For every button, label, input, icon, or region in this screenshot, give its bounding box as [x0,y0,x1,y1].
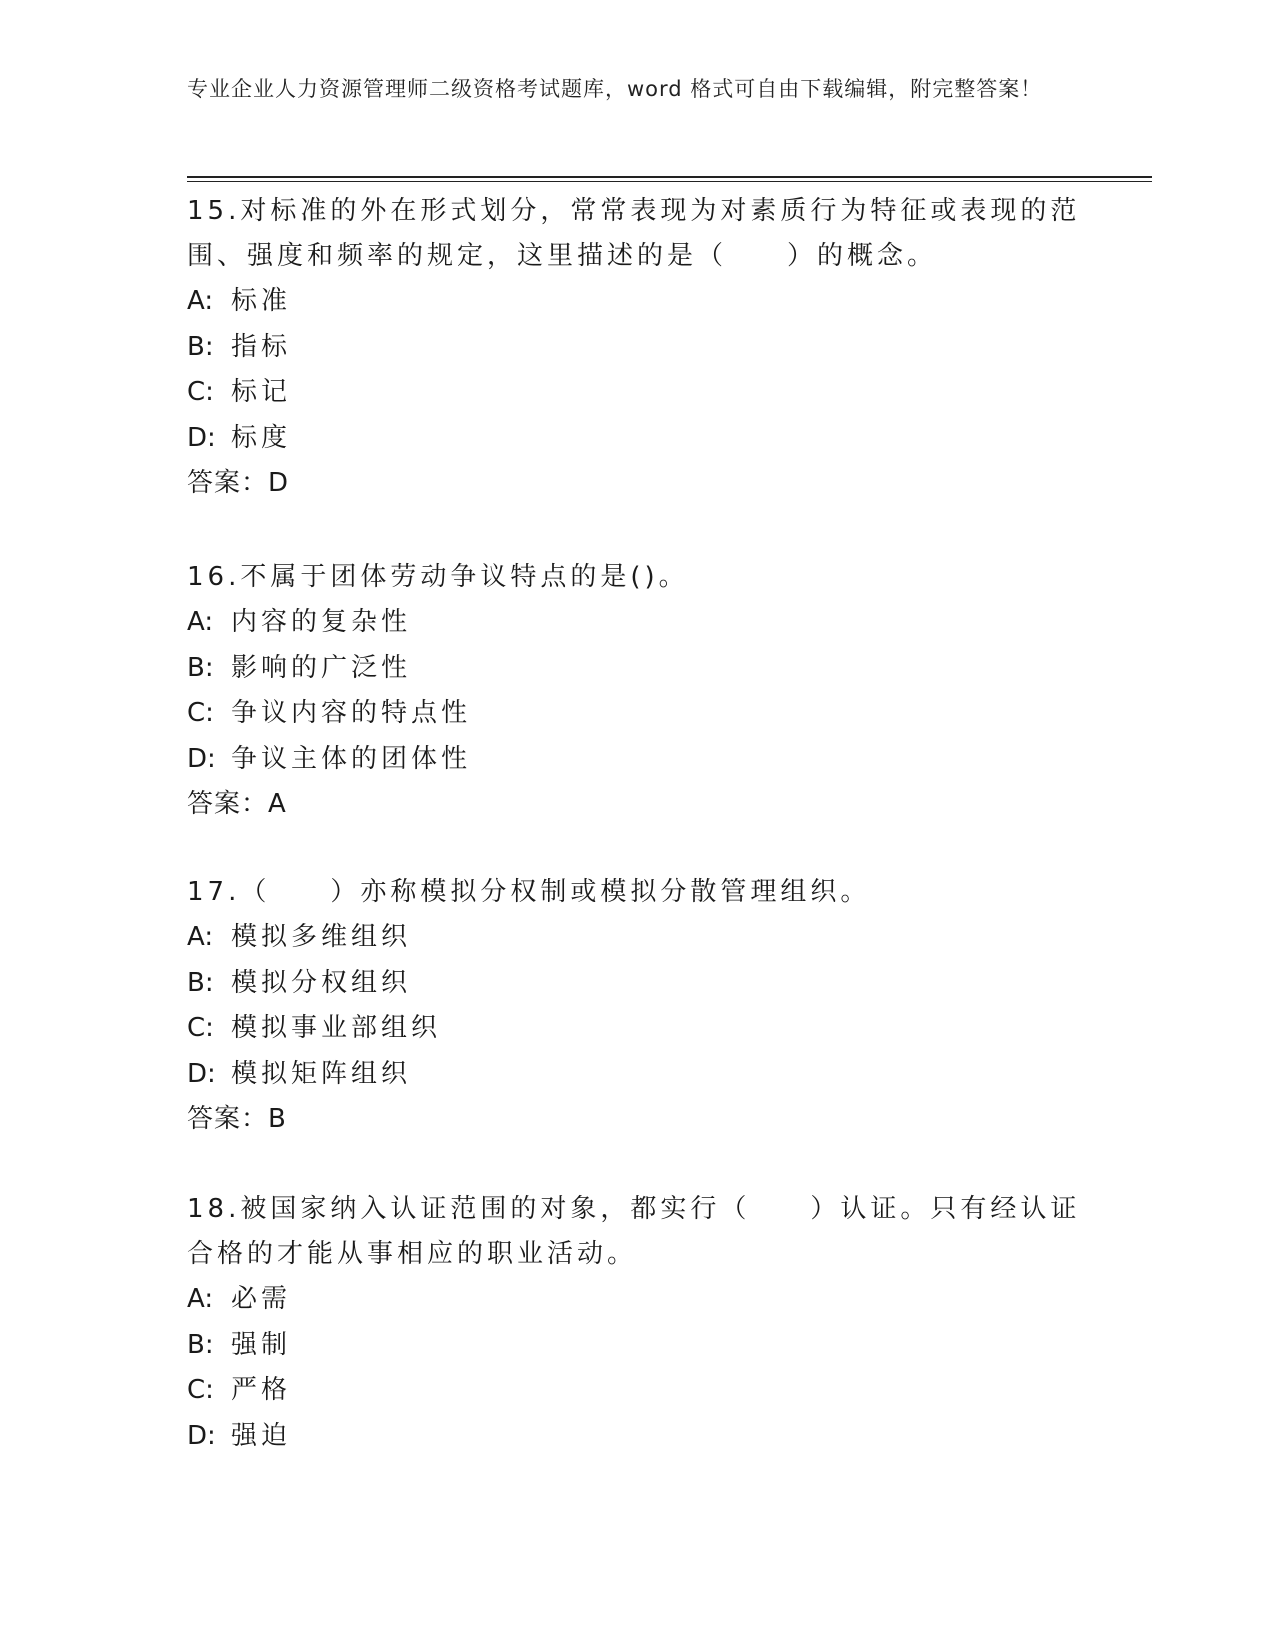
option-key: C: [187,377,214,407]
option-text: 争议主体的团体性 [231,743,472,774]
question-17 [187,870,1087,1142]
option-a [187,915,1087,961]
option-text: 模拟分权组织 [231,967,412,998]
option-key: C: [187,1013,214,1043]
option-a [187,1277,1087,1323]
option-c [187,370,1087,416]
option-a [187,600,1087,646]
option-b [187,1323,1087,1369]
option-text: 必需 [231,1284,292,1314]
option-text: 标记 [231,377,292,407]
question-stem: 15.对标准的外在形式划分，常常表现为对素质行为特征或表现的范围、强度和频率的规定，这里描述的是（ ）的概念。 [187,196,1081,271]
option-d [187,737,1087,783]
option-key: D: [187,1058,216,1089]
option-key: A: [187,922,214,952]
option-key: C: [187,1375,214,1405]
question-18 [187,1187,1087,1459]
option-d [187,1414,1087,1460]
option-text: 模拟多维组织 [231,922,412,952]
question-16 [187,555,1087,827]
option-key: B: [187,652,214,683]
option-key: B: [187,331,214,362]
question-stem: 17.（ ）亦称模拟分权制或模拟分散管理组织。 [187,877,871,907]
option-text: 指标 [231,331,292,362]
header-divider [187,176,1152,182]
answer-line: 答案：D [187,468,290,498]
question-stem: 16.不属于团体劳动争议特点的是()。 [187,562,689,592]
option-text: 模拟矩阵组织 [231,1058,412,1089]
answer-line: 答案：A [187,789,287,819]
option-key: D: [187,1420,216,1451]
question-15 [187,189,1087,506]
option-a [187,279,1087,325]
option-c [187,691,1087,737]
option-text: 强制 [231,1329,292,1360]
option-key: B: [187,1329,214,1360]
option-key: A: [187,1284,214,1314]
option-key: D: [187,422,216,453]
option-key: C: [187,698,214,728]
option-text: 影响的广泛性 [231,652,412,683]
header-note: 专业企业人力资源管理师二级资格考试题库，word 格式可自由下载编辑，附完整答案！ [187,77,1043,101]
option-text: 争议内容的特点性 [231,698,472,728]
option-key: A: [187,607,214,637]
answer-line: 答案：B [187,1104,287,1134]
option-b [187,961,1087,1007]
option-text: 严格 [231,1375,292,1405]
option-d [187,1052,1087,1098]
option-text: 强迫 [231,1420,292,1451]
option-text: 模拟事业部组织 [231,1013,442,1043]
option-b [187,646,1087,692]
option-c [187,1368,1087,1414]
option-text: 标度 [231,422,292,453]
option-d [187,416,1087,462]
option-key: B: [187,967,214,998]
option-text: 标准 [231,286,292,316]
option-key: A: [187,286,214,316]
option-b [187,325,1087,371]
question-stem: 18.被国家纳入认证范围的对象，都实行（ ）认证。只有经认证合格的才能从事相应的职业活动。 [187,1194,1081,1269]
option-c [187,1006,1087,1052]
option-key: D: [187,743,216,774]
option-text: 内容的复杂性 [231,607,412,637]
